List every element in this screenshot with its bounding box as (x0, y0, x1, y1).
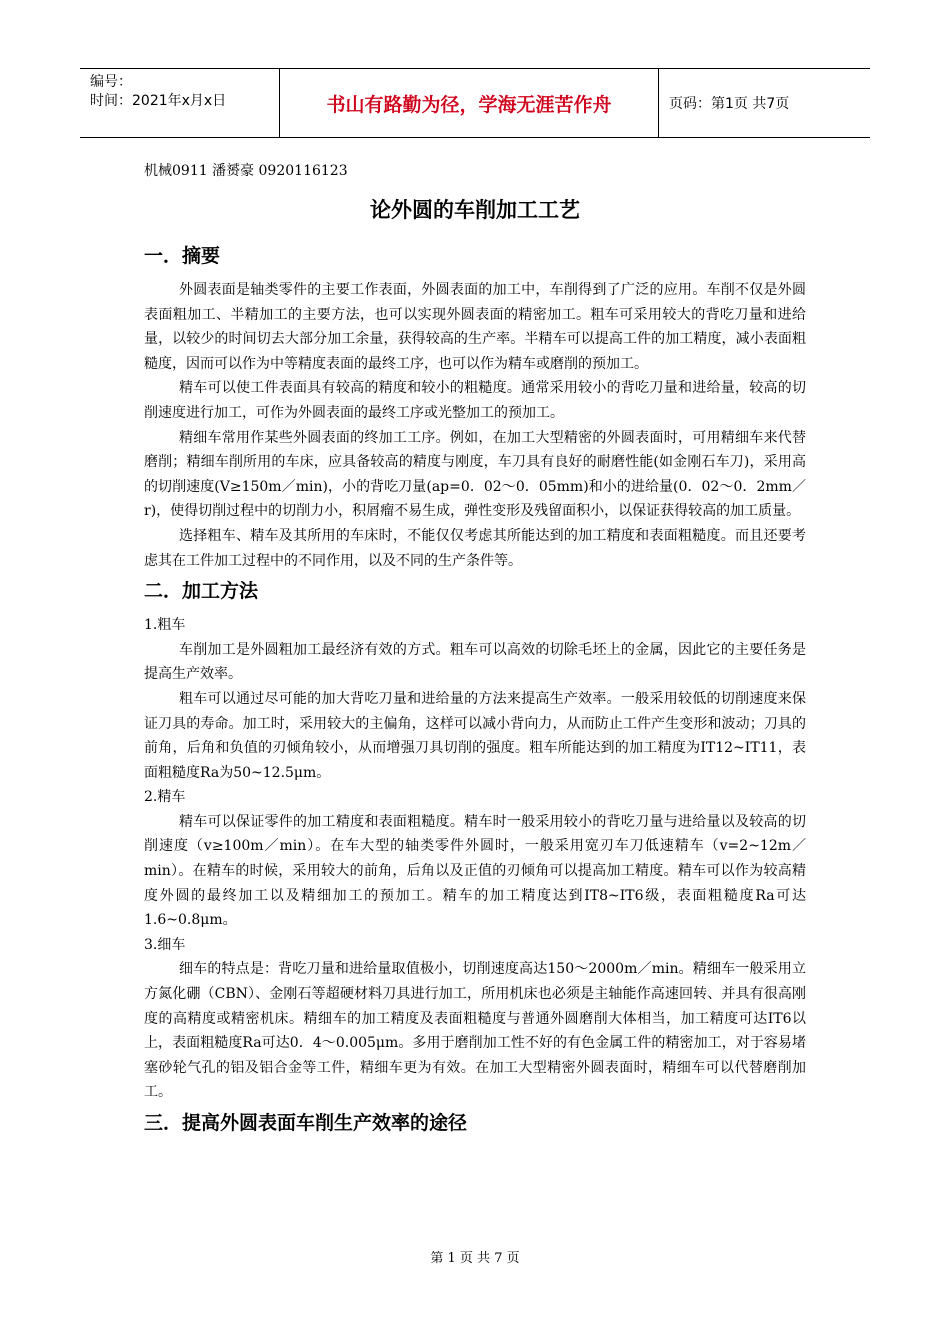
section-heading-methods: 二．加工方法 (144, 580, 259, 603)
document-title: 论外圆的车削加工工艺 (370, 198, 580, 222)
document-body (144, 160, 806, 1145)
section-heading-abstract: 一．摘要 (144, 245, 221, 267)
paragraph: 精车可以使工件表面具有较高的精度和较小的粗糙度。通常采用较小的背吃刀量和进给量，较高的切削速度进行加工，可作为外圆表面的最终工序或光整加工的预加工。 (144, 380, 806, 421)
header-meta (80, 69, 280, 137)
subsection-label: 3.细车 (144, 936, 186, 953)
paragraph: 粗车可以通过尽可能的加大背吃刀量和进给量的方法来提高生产效率。一般采用较低的切削速度来保证刀具的寿命。加工时，采用较大的主偏角，这样可以减小背向力，从而防止工件产生变形和波动；刀具的前角，后角和负值的刃倾角较小，从而增强刀具切削的强度。粗车所能达到的加工精度为IT12~IT11，表面粗糙度Ra为50~12.5μm。 (144, 690, 806, 781)
paragraph: 精车可以保证零件的加工精度和表面粗糙度。精车时一般采用较小的背吃刀量与进给量以及较高的切削速度（v≥100m／min）。在车大型的轴类零件外圆时，一般采用宽刃车刀低速精车（v=2~12m／min）。在精车的时候，采用较大的前角，后角以及正值的刃倾角可以提高加工精度。精车可以作为较高精度外圆的最终加工以及精细加工的预加工。精车的加工精度达到IT8~IT6级，表面粗糙度Ra可达1.6~0.8μm。 (144, 813, 806, 929)
date-label: 时间：2021年x月x日 (90, 93, 227, 109)
paragraph: 选择粗车、精车及其所用的车床时，不能仅仅考虑其所能达到的加工精度和表面粗糙度。而且还要考虑其在工件加工过程中的不同作用，以及不同的生产条件等。 (144, 527, 806, 569)
paragraph: 车削加工是外圆粗加工最经济有效的方式。粗车可以高效的切除毛坯上的金属，因此它的主要任务是提高生产效率。 (144, 641, 806, 683)
paragraph: 外圆表面是轴类零件的主要工作表面，外圆表面的加工中，车削得到了广泛的应用。车削不仅是外圆表面粗加工、半精加工的主要方法，也可以实现外圆表面的精密加工。粗车可采用较大的背吃刀量和进给量，以较少的时间切去大部分加工余量，获得较高的生产率。半精车可以提高工件的加工精度，减小表面粗糙度，因而可以作为中等精度表面的最终工序，也可以作为精车或磨削的预加工。 (144, 282, 806, 372)
section-heading-efficiency: 三．提高外圆表面车削生产效率的途径 (144, 1112, 468, 1134)
subsection-label: 2.精车 (144, 789, 186, 806)
paragraph: 细车的特点是：背吃刀量和进给量取值极小，切削速度高达150～2000m／min。精细车一般采用立方氮化硼（CBN）、金刚石等超硬材料刀具进行加工，所用机床也必须是主轴能作高速回转、并具有很高刚度的高精度或精密机床。精细车的加工精度及表面粗糙度与普通外圆磨削大体相当，加工精度可达IT6以上，表面粗糙度Ra可达0．4～0.005μm。多用于磨削加工性不好的有色金属工件的精密加工，对于容易堵塞砂轮气孔的铝及铝合金等工件，精细车更为有效。在加工大型精密外圆表面时，精细车可以代替磨削加工。 (144, 961, 806, 1101)
header-page-info: 页码：第1页 共7页 (669, 96, 790, 112)
header-motto: 书山有路勤为径，学海无涯苦作舟 (280, 69, 659, 137)
page-header (80, 68, 870, 138)
subsection-label: 1.粗车 (144, 617, 186, 634)
paragraph: 精细车常用作某些外圆表面的终加工工序。例如，在加工大型精密的外圆表面时，可用精细车来代替磨削；精细车削所用的车床，应具备较高的精度与刚度，车刀具有良好的耐磨性能(如金刚石车刀)，采用高的切削速度(V≥150m／min)，小的背吃刀量(ap=0．02～0．05mm)和小的进给量(0．02～0．2mm／r)，使得切削过程中的切削力小，积屑瘤不易生成，弹性变形及残留面积小，以保证获得较高的加工质量。 (144, 429, 806, 520)
number-label: 编号： (90, 74, 132, 90)
author-line: 机械0911 潘赟豪 0920116123 (144, 163, 348, 179)
page-footer: 第 1 页 共 7 页 (430, 1251, 520, 1266)
